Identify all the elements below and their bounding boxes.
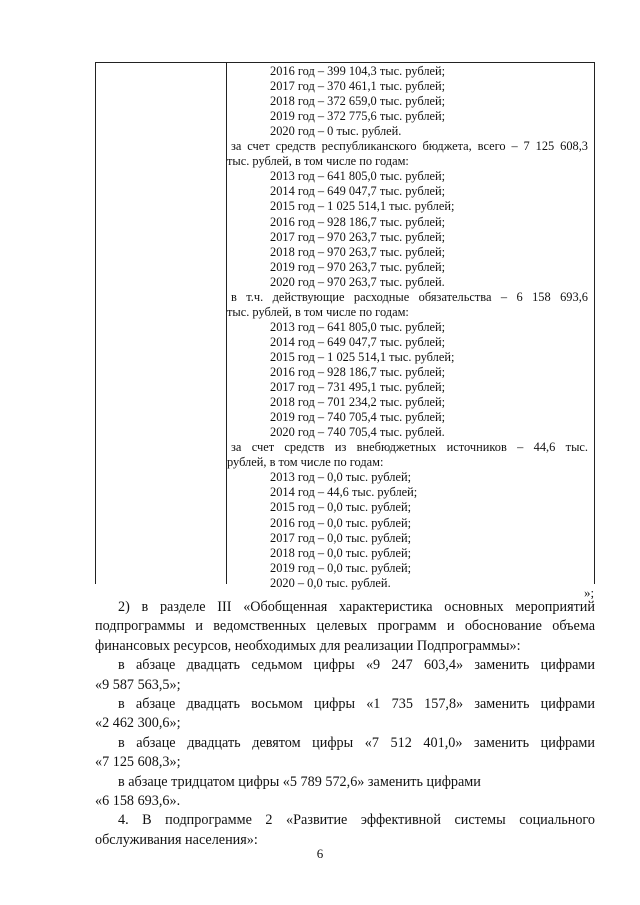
table-closing-quote: »; — [584, 585, 595, 600]
funding-line: 2019 год – 0,0 тыс. рублей; — [270, 560, 412, 575]
paragraph-line: «2 462 300,6»; — [95, 715, 181, 732]
table-left-cell — [96, 63, 226, 584]
funding-line: 2018 год – 970 263,7 тыс. рублей; — [270, 244, 446, 259]
funding-line: 2018 год – 372 659,0 тыс. рублей; — [270, 94, 446, 109]
funding-line: 2014 год – 44,6 тыс. рублей; — [270, 485, 418, 500]
funding-line: за счет средств из внебюджетных источников – 44,6 тыс. — [231, 440, 588, 455]
funding-line: рублей, в том числе по годам: — [227, 455, 384, 470]
funding-line: в т.ч. действующие расходные обязательства – 6 158 693,6 — [231, 289, 588, 304]
funding-line: 2015 год – 1 025 514,1 тыс. рублей; — [270, 199, 455, 214]
funding-line: 2016 год – 0,0 тыс. рублей; — [270, 515, 412, 530]
funding-line: 2018 год – 701 234,2 тыс. рублей; — [270, 395, 446, 410]
funding-line: 2017 год – 0,0 тыс. рублей; — [270, 530, 412, 545]
funding-line: 2020 год – 970 263,7 тыс. рублей. — [270, 274, 445, 289]
paragraph-line: в абзаце двадцать восьмом цифры «1 735 157,8» заменить цифрами — [118, 696, 595, 712]
funding-line: 2018 год – 0,0 тыс. рублей; — [270, 545, 412, 560]
funding-line: 2020 год – 0 тыс. рублей. — [270, 124, 402, 139]
funding-line: 2016 год – 399 104,3 тыс. рублей; — [270, 64, 446, 78]
funding-line: 2015 год – 1 025 514,1 тыс. рублей; — [270, 349, 455, 364]
funding-table — [95, 62, 595, 590]
funding-line: 2017 год – 370 461,1 тыс. рублей; — [270, 79, 446, 94]
funding-line: 2016 год – 928 186,7 тыс. рублей; — [270, 365, 446, 379]
paragraph-line: обслуживания населения»: — [95, 831, 258, 848]
funding-line: 2017 год – 731 495,1 тыс. рублей; — [270, 380, 446, 395]
funding-line: 2015 год – 0,0 тыс. рублей; — [270, 500, 412, 515]
funding-line: 2016 год – 928 186,7 тыс. рублей; — [270, 214, 446, 229]
paragraph-line: «9 587 563,5»; — [95, 676, 181, 693]
page-number: 6 — [316, 846, 324, 861]
paragraph-line: в абзаце двадцать девятом цифры «7 512 401,0» заменить цифрами — [118, 734, 595, 751]
paragraph-line: «7 125 608,3»; — [95, 754, 181, 771]
funding-line: 2017 год – 970 263,7 тыс. рублей; — [270, 229, 446, 244]
paragraph-line: в абзаце тридцатом цифры «5 789 572,6» заменить цифрами — [118, 773, 481, 790]
funding-line: 2019 год – 970 263,7 тыс. рублей; — [270, 259, 446, 274]
table-right-cell — [227, 63, 594, 590]
paragraph-line: «6 158 693,6». — [95, 793, 181, 809]
paragraph-line: финансовых ресурсов, необходимых для реализации Подпрограммы»: — [95, 637, 521, 654]
funding-line: 2014 год – 649 047,7 тыс. рублей; — [270, 334, 446, 349]
funding-line: тыс. рублей, в том числе по годам: — [227, 154, 409, 169]
funding-line: тыс. рублей, в том числе по годам: — [227, 304, 409, 319]
funding-line: 2020 год – 740 705,4 тыс. рублей. — [270, 425, 445, 440]
funding-line: 2013 год – 0,0 тыс. рублей; — [270, 470, 412, 485]
paragraph-line: в абзаце двадцать седьмом цифры «9 247 603,4» заменить цифрами — [118, 657, 595, 674]
paragraph-line: 2) в разделе III «Обобщенная характеристика основных мероприятий — [118, 599, 595, 615]
funding-line: 2013 год – 641 805,0 тыс. рублей; — [270, 169, 446, 184]
funding-line: за счет средств республиканского бюджета, всего – 7 125 608,3 — [231, 139, 588, 154]
paragraph-line: 4. В подпрограмме 2 «Развитие эффективной системы социального — [118, 812, 595, 829]
paragraph-line: подпрограммы и ведомственных целевых программ и обоснование объема — [95, 618, 595, 635]
funding-line: 2019 год – 372 775,6 тыс. рублей; — [270, 109, 446, 124]
funding-line: 2019 год – 740 705,4 тыс. рублей; — [270, 410, 446, 425]
funding-line: 2014 год – 649 047,7 тыс. рублей; — [270, 184, 446, 199]
funding-line: 2013 год – 641 805,0 тыс. рублей; — [270, 319, 446, 334]
funding-line: 2020 – 0,0 тыс. рублей. — [270, 575, 391, 590]
